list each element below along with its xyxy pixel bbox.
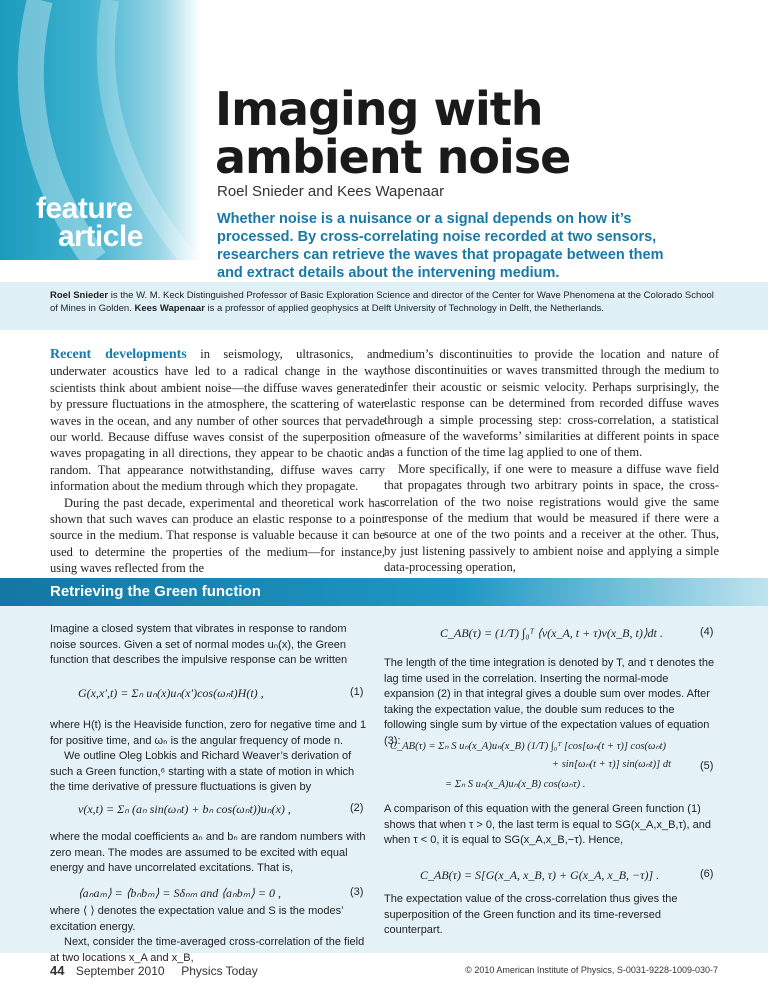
article-dek: Whether noise is a nuisance or a signal depends on how it’s processed. By cross-correlating noise recorded at two sensors, researchers can retrieve the waves that propagate between them and extract details about the intervening medium. <box>217 211 664 281</box>
box-text-coeffs <box>50 830 368 877</box>
issue-date: September 2010 <box>75 964 165 978</box>
equation-5-number: (5) <box>700 760 714 772</box>
equation-6: C_AB(τ) = S[G(x_A, x_B, τ) + G(x_A, x_B, −τ)] . <box>420 868 660 882</box>
box-text-right-2 <box>384 802 718 849</box>
body-paragraph-3: medium’s discontinuities to provide the location and nature of those discontinuities or waves transmitted through the medium to infer their acoustic or seismic velocity. Perhaps surprisingly, the elastic response can be determined from recorded diffuse waves through a simple processing step: cross-correlation, a statistical measure of the waveforms’ similarities at different points in space as a function of the time lag applied to one of them. <box>384 347 719 460</box>
author-bio-text <box>0 282 768 315</box>
article-authors: Roel Snieder and Kees Wapenaar <box>217 183 445 200</box>
feature-label-line2: article <box>58 220 143 253</box>
sidebar-box-green-function <box>0 578 768 964</box>
equation-2: v(x,t) = Σₙ (aₙ sin(ωₙt) + bₙ cos(ωₙt))uₙ(x) , <box>78 802 291 816</box>
box-left-p6: Next, consider the time-averaged cross-correlation of the field at two locations x_A and x_B, <box>50 936 365 964</box>
box-text-intro <box>50 622 368 669</box>
body-paragraph-1-text: in seismology, ultrasonics, and underwater acoustics have led to a radical change in the way scientists think about ambient noise—the diffuse waves generated by pressure fluctuations in the atmosphere, the scattering of water waves in the ocean, and any number of other sources that pervade our world. Because diffuse waves consist of the superposition of waves propagating in all directions, they appear to be chaotic and random. That appearance notwithstanding, diffuse waves carry information about the medium through which they propagate. <box>50 347 385 494</box>
box-left-p4: where the modal coefficients aₙ and bₙ are random numbers with zero mean. The modes are assumed to be excited with equal energy and have uncorrelated excitations. That is, <box>50 831 366 874</box>
box-left-p2: where H(t) is the Heaviside function, zero for negative time and 1 for positive time, and ωₙ is the angular frequency of mode n. <box>50 719 367 747</box>
equation-3-number: (3) <box>350 886 364 898</box>
equation-1: G(x,x′,t) = Σₙ uₙ(x)uₙ(x′)cos(ωₙt)H(t) , <box>78 686 264 700</box>
body-paragraph-4: More specifically, if one were to measure a diffuse wave field that propagates through two arbitrary points in space, the cross-correlation of the two noise registrations would give the same response of the medium that would be measured if there were a source at one of the two points and a receiver at the other. Thus, by just listening passively to ambient noise and applying a simple data-processing operation, <box>384 461 719 575</box>
box-right-p2: A comparison of this equation with the general Green function (1) shows that when τ > 0, the last term is equal to SG(x_A,x_B,τ), and when τ < 0, it is equal to SG(x_A,x_B,−τ). Hence, <box>384 803 711 846</box>
box-right-p3: The expectation value of the cross-correlation thus gives the superposition of the Green function and its time-reversed counterpart. <box>384 893 678 936</box>
equation-4-number: (4) <box>700 626 714 638</box>
body-paragraph-2: During the past decade, experimental and theoretical work has shown that such waves can produce an elastic response to a point source in the medium. That response is valuable because it can be used to determine the properties of the medium—for instance, using waves reflected from the <box>50 495 385 576</box>
box-left-p3: We outline Oleg Lobkis and Richard Weaver’s derivation of such a Green function,⁶ starting with a state of motion in which the time derivative of pressure fluctuations is given by <box>50 750 355 793</box>
author-bio-box <box>0 282 768 330</box>
box-text-end <box>50 904 368 966</box>
page-footer-left <box>50 963 258 978</box>
box-text-mid <box>50 718 368 796</box>
box-text-right-1 <box>384 656 718 749</box>
box-left-p5: where ⟨ ⟩ denotes the expectation value and S is the modes’ excitation energy. <box>50 905 344 933</box>
box-right-p1: The length of the time integration is denoted by T, and τ denotes the lag time used in the correlation. Inserting the normal-mode expansion (2) in that integral gives a double sum over modes. After taking the expectation value, the double sum reduces to the following single sum by virtue of the expectation values of equation (3): <box>384 657 715 747</box>
box-text-right-3 <box>384 892 718 939</box>
equation-5-line3: = Σₙ S uₙ(x_A)uₙ(x_B) cos(ωₙτ) . <box>445 779 586 790</box>
article-title <box>215 82 571 184</box>
equation-4: C_AB(τ) = (1/T) ∫₀ᵀ ⟨v(x_A, t + τ)v(x_B, t)⟩dt . <box>440 626 663 640</box>
equation-2-number: (2) <box>350 802 364 814</box>
body-column-left <box>50 346 385 577</box>
sidebar-box-title: Retrieving the Green function <box>50 583 261 600</box>
lead-in: Recent developments <box>50 347 187 362</box>
page-number: 44 <box>50 963 65 978</box>
box-left-p1: Imagine a closed system that vibrates in response to random noise sources. Given a set of normal modes uₙ(x), the Green function that describes the impulsive response can be written <box>50 623 348 666</box>
equation-1-number: (1) <box>350 686 364 698</box>
feature-article-label <box>36 192 143 253</box>
copyright-notice: © 2010 American Institute of Physics, S-0031-9228-1009-030-7 <box>465 965 718 975</box>
feature-label-line1: feature <box>36 192 133 225</box>
bio-text-1: is the W. M. Keck Distinguished Professor of Basic Exploration Science and director of the Center for Wave Phenomena at the Colorado School of Mines in Golden. <box>50 290 714 314</box>
journal-name: Physics Today <box>181 964 258 978</box>
title-line2: ambient noise <box>215 130 571 184</box>
title-line1: Imaging with <box>215 82 543 136</box>
equation-5-line1: C_AB(τ) = Σₙ S uₙ(x_A)uₙ(x_B) (1/T) ∫₀ᵀ [cos[ωₙ(t + τ)] cos(ωₙt) <box>390 741 667 752</box>
body-paragraph-1 <box>50 346 385 495</box>
sidebar-box-header <box>0 578 768 606</box>
equation-6-number: (6) <box>700 868 714 880</box>
body-column-right <box>384 346 719 576</box>
equation-5-line2: + sin[ωₙ(t + τ)] sin(ωₙt)] dt <box>552 759 672 770</box>
bio-name-2: Kees Wapenaar <box>134 303 205 314</box>
equation-3: ⟨aₙaₘ⟩ = ⟨bₙbₘ⟩ = Sδₙₘ and ⟨aₙbₘ⟩ = 0 , <box>78 886 281 900</box>
bio-text-2: is a professor of applied geophysics at Delft University of Technology in Delft, the Netherlands. <box>204 303 604 314</box>
bio-name-1: Roel Snieder <box>50 290 109 301</box>
